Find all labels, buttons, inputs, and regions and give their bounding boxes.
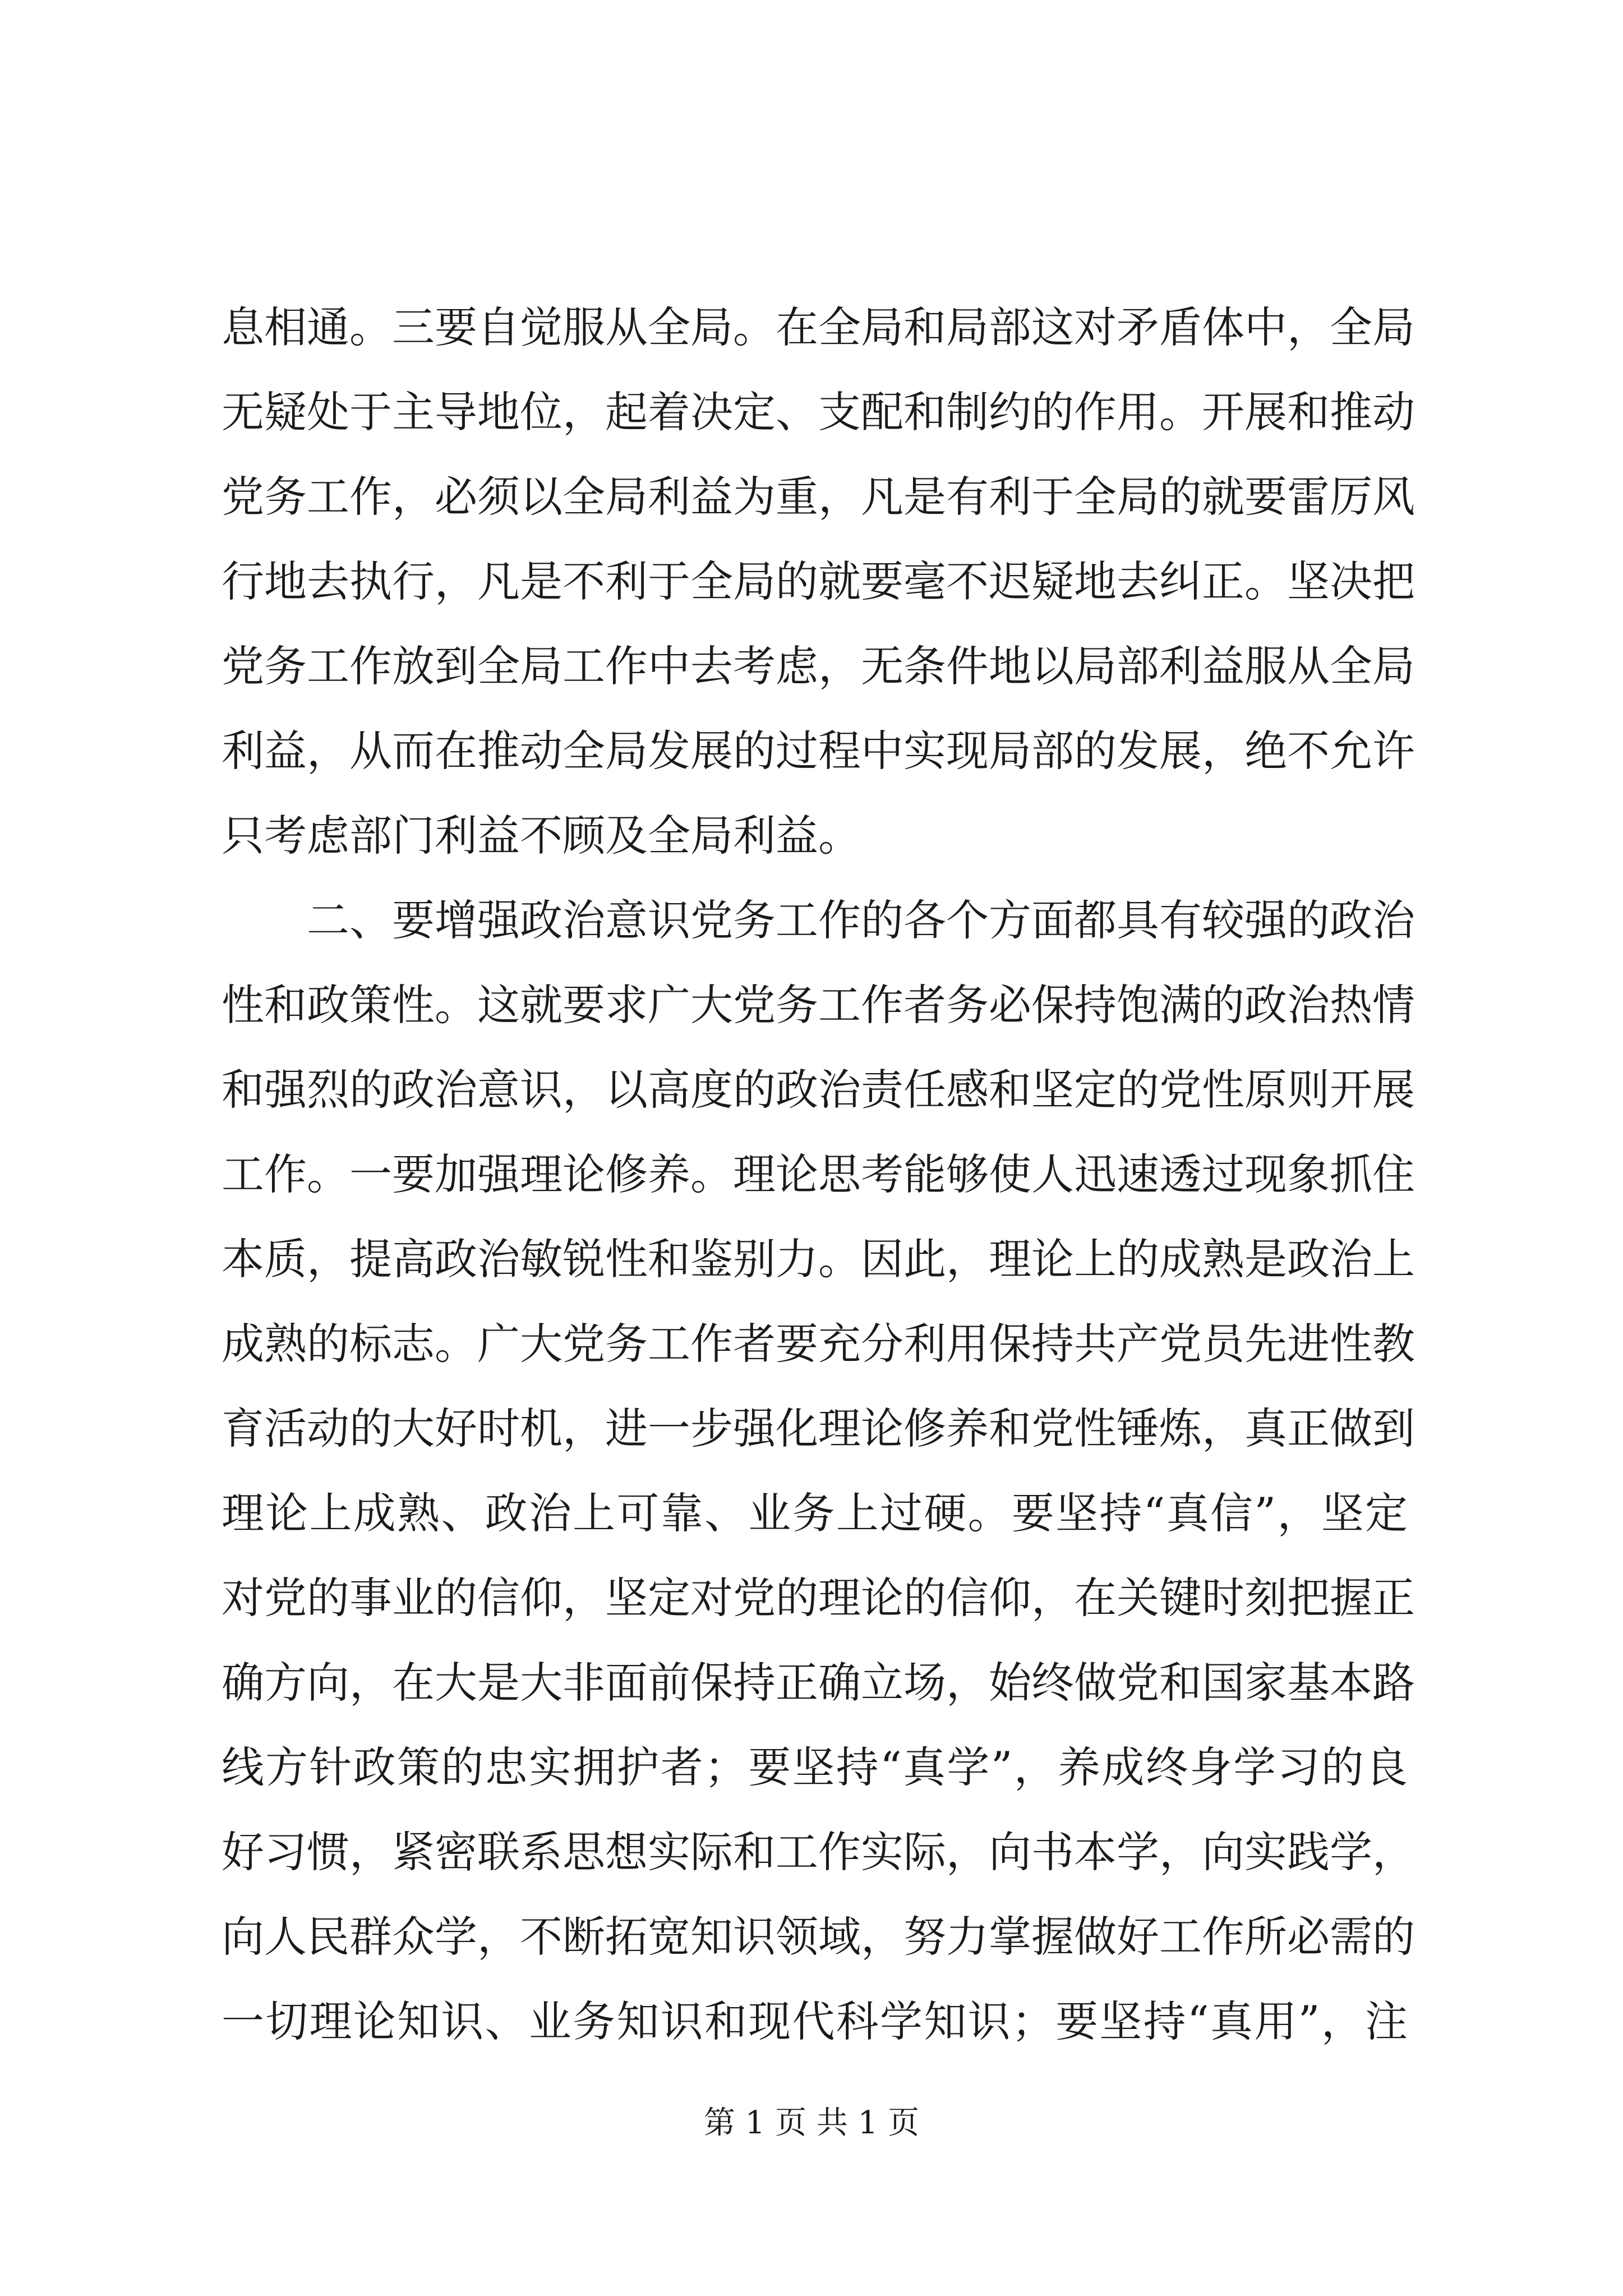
text-line: 线方针政策的忠实拥护者；要坚持“真学”，养成终身学习的良 bbox=[222, 1742, 1408, 1792]
body-text bbox=[222, 285, 1415, 2064]
text-line: 党务工作放到全局工作中去考虑，无条件地以局部利益服从全局 bbox=[222, 641, 1415, 691]
text-line: 理论上成熟、政治上可靠、业务上过硬。要坚持“真信”，坚定 bbox=[222, 1488, 1408, 1538]
text-line: 成熟的标志。广大党务工作者要充分利用保持共产党员先进性教 bbox=[222, 1319, 1415, 1369]
text-line: 向人民群众学，不断拓宽知识领域，努力掌握做好工作所必需的 bbox=[222, 1912, 1415, 1962]
text-line: 对党的事业的信仰，坚定对党的理论的信仰，在关键时刻把握正 bbox=[222, 1573, 1415, 1623]
text-line: 行地去执行，凡是不利于全局的就要毫不迟疑地去纠正。坚决把 bbox=[222, 556, 1415, 606]
text-line: 好习惯，紧密联系思想实际和工作实际，向书本学，向实践学， bbox=[222, 1827, 1415, 1877]
text-line: 工作。一要加强理论修养。理论思考能够使人迅速透过现象抓住 bbox=[222, 1149, 1415, 1199]
text-line: 无疑处于主导地位，起着决定、支配和制约的作用。开展和推动 bbox=[222, 387, 1415, 437]
text-line: 党务工作，必须以全局利益为重，凡是有利于全局的就要雷厉风 bbox=[222, 472, 1415, 522]
section-heading-line: 二、要增强政治意识党务工作的各个方面都具有较强的政治 bbox=[307, 895, 1415, 945]
text-line: 息相通。三要自觉服从全局。在全局和局部这对矛盾体中，全局 bbox=[222, 302, 1415, 352]
text-line: 育活动的大好时机，进一步强化理论修养和党性锤炼，真正做到 bbox=[222, 1404, 1415, 1453]
text-line: 利益，从而在推动全局发展的过程中实现局部的发展，绝不允许 bbox=[222, 726, 1415, 776]
text-line: 一切理论知识、业务知识和现代科学知识；要坚持“真用”，注 bbox=[222, 1996, 1408, 2046]
text-line: 本质，提高政治敏锐性和鉴别力。因此，理论上的成熟是政治上 bbox=[222, 1234, 1415, 1284]
page-number: 第 1 页 共 1 页 bbox=[703, 2105, 920, 2141]
text-line: 和强烈的政治意识，以高度的政治责任感和坚定的党性原则开展 bbox=[222, 1065, 1415, 1115]
page-footer bbox=[0, 2104, 1623, 2143]
text-line: 确方向，在大是大非面前保持正确立场，始终做党和国家基本路 bbox=[222, 1658, 1415, 1708]
paragraph-end-line: 只考虑部门利益不顾及全局利益。 bbox=[222, 811, 861, 861]
text-line: 性和政策性。这就要求广大党务工作者务必保持饱满的政治热情 bbox=[222, 980, 1415, 1030]
